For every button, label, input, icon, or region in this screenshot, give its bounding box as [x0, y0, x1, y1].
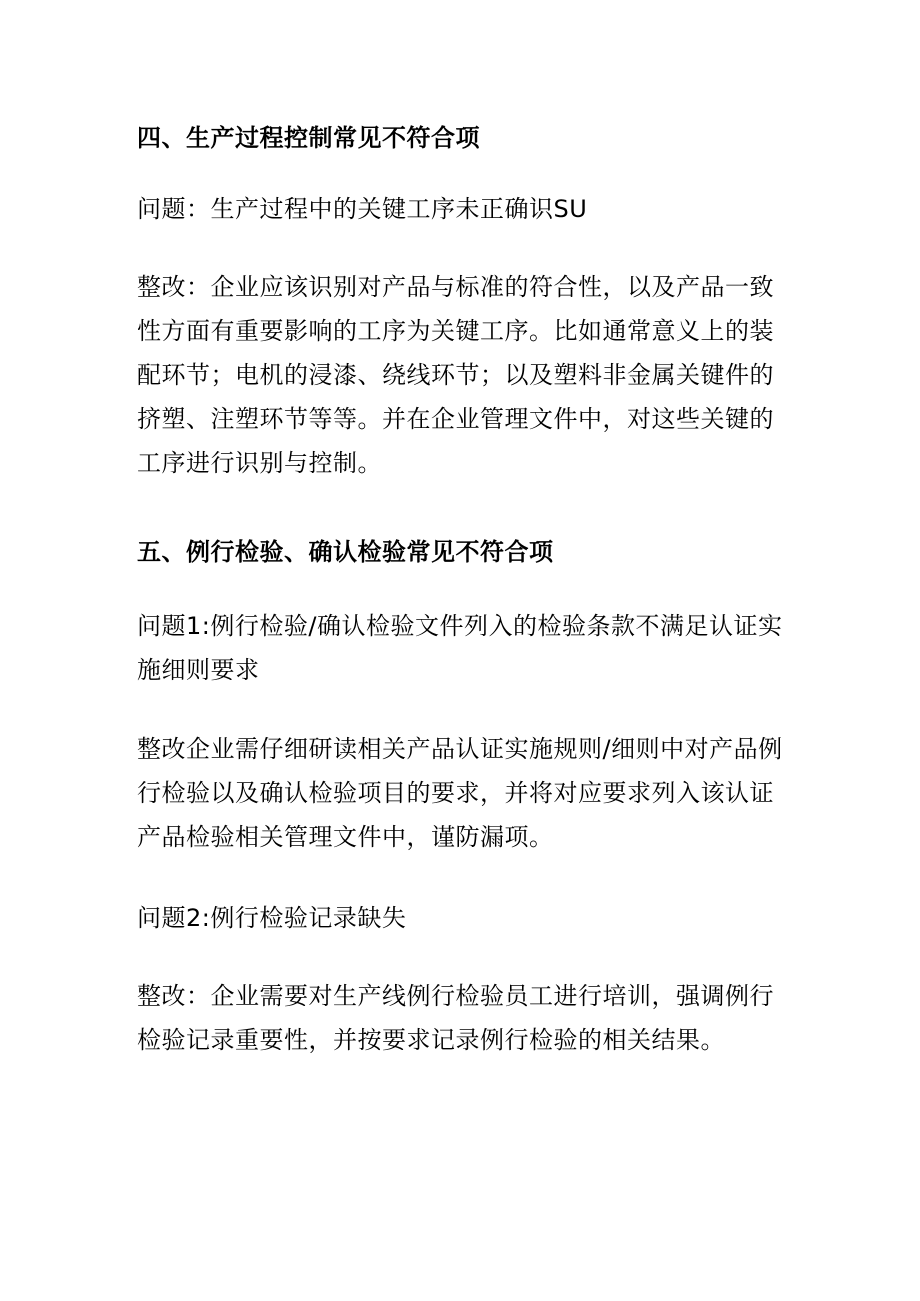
- section-5-rectification-2: 整改：企业需要对生产线例行检验员工进行培训，强调例行检验记录重要性，并按要求记录例行检验的相关结果。: [137, 982, 774, 1054]
- section-5-problem-1: 问题1:例行检验/确认检验文件列入的检验条款不满足认证实施细则要求: [137, 612, 783, 684]
- section-4-rectification: 整改：企业应该识别对产品与标准的符合性，以及产品一致性方面有重要影响的工序为关键工序。比如通常意义上的装配环节；电机的浸漆、绕线环节；以及塑料非金属关键件的挤塑、注塑环节等等。并在企业管理文件中，对这些关键的工序进行识别与控制。: [137, 273, 774, 477]
- section-4-problem: 问题：生产过程中的关键工序未正确识SU: [137, 195, 588, 223]
- section-5-heading: 五、例行检验、确认检验常见不符合项: [137, 538, 554, 566]
- section-5-rectification-1: 整改企业需仔细研读相关产品认证实施规则/细则中对产品例行检验以及确认检验项目的要求，并将对应要求列入该认证产品检验相关管理文件中，谨防漏项。: [137, 735, 783, 851]
- section-5-problem-2: 问题2:例行检验记录缺失: [137, 904, 407, 932]
- section-4-heading: 四、生产过程控制常见不符合项: [137, 124, 480, 152]
